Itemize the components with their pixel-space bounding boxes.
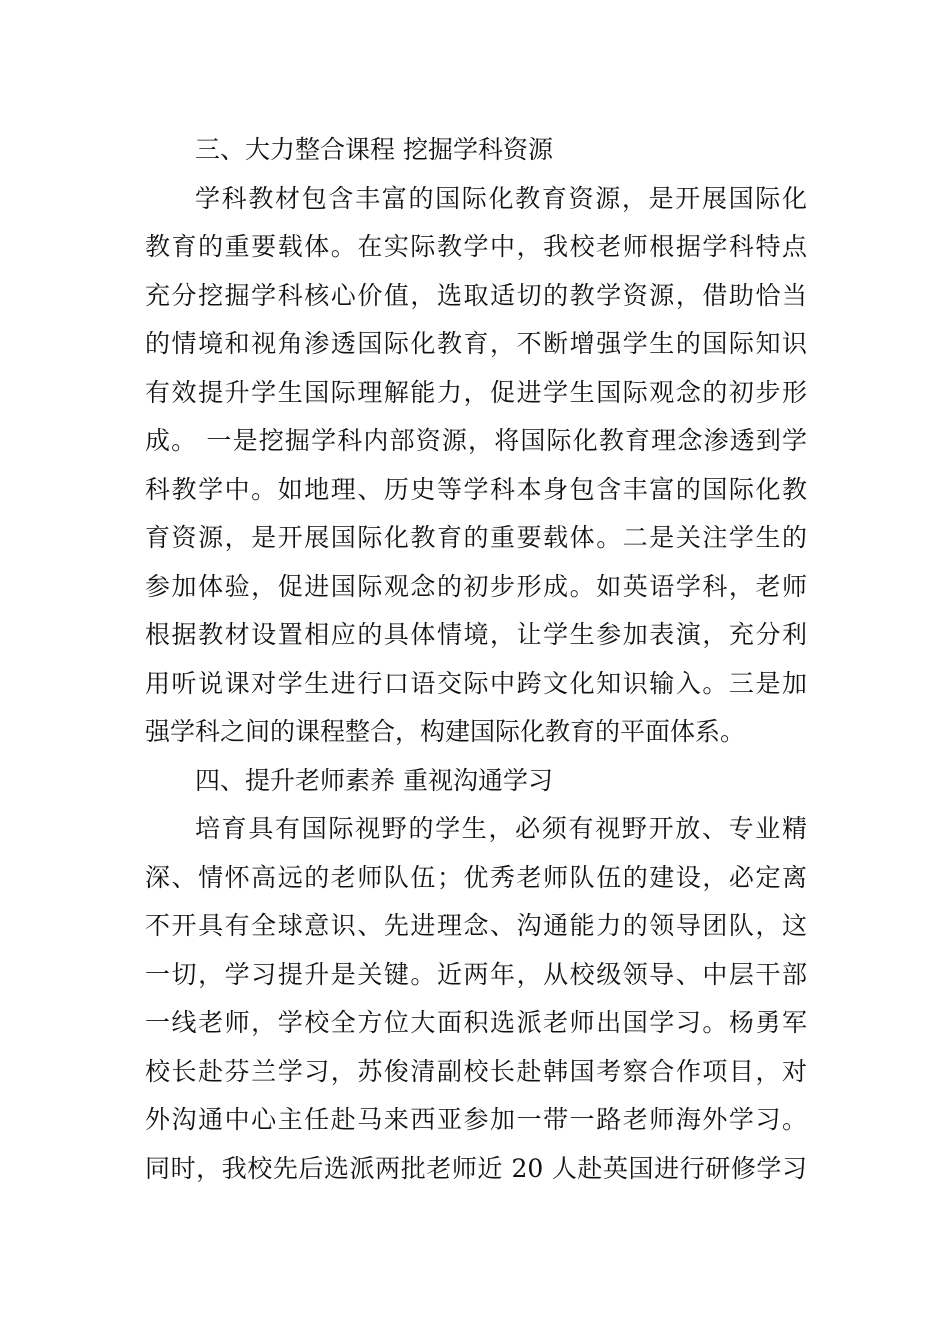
- paragraph-line: 用听说课对学生进行口语交际中跨文化知识输入。三是加: [145, 668, 807, 698]
- paragraph-line: 有效提升学生国际理解能力，促进学生国际观念的初步形: [145, 377, 807, 407]
- paragraph-line-last: 强学科之间的课程整合，构建国际化教育的平面体系。: [145, 717, 746, 746]
- paragraph-line: 参加体验，促进国际观念的初步形成。如英语学科，老师: [145, 571, 807, 601]
- paragraph-line: 成。 一是挖掘学科内部资源，将国际化教育理念渗透到学: [145, 426, 807, 455]
- section-heading-3: 三、大力整合课程 挖掘学科资源: [195, 135, 553, 164]
- paragraph-line: 同时，我校先后选派两批老师近 20 人赴英国进行研修学习: [145, 1153, 807, 1183]
- paragraph-line: 一线老师，学校全方位大面积选派老师出国学习。杨勇军: [145, 1008, 807, 1037]
- paragraph-line: 不开具有全球意识、先进理念、沟通能力的领导团队，这: [145, 911, 807, 940]
- paragraph-line: 培育具有国际视野的学生，必须有视野开放、专业精: [195, 814, 807, 843]
- paragraph-line: 教育的重要载体。在实际教学中，我校老师根据学科特点: [145, 232, 807, 261]
- paragraph-line: 学科教材包含丰富的国际化教育资源，是开展国际化: [195, 183, 807, 213]
- paragraph-line: 充分挖掘学科核心价值，选取适切的教学资源，借助恰当: [145, 280, 807, 310]
- paragraph-line: 的情境和视角渗透国际化教育，不断增强学生的国际知识: [145, 329, 807, 358]
- document-body: [145, 126, 807, 1193]
- section-heading-4: 四、提升老师素养 重视沟通学习: [195, 765, 553, 795]
- paragraph-line: 根据教材设置相应的具体情境，让学生参加表演，充分利: [145, 620, 807, 649]
- paragraph-line: 深、情怀高远的老师队伍；优秀老师队伍的建设，必定离: [145, 862, 807, 892]
- paragraph-line: 科教学中。如地理、历史等学科本身包含丰富的国际化教: [145, 474, 807, 504]
- paragraph-line: 育资源，是开展国际化教育的重要载体。二是关注学生的: [145, 523, 807, 552]
- paragraph-line: 外沟通中心主任赴马来西亚参加一带一路老师海外学习。: [145, 1105, 807, 1134]
- paragraph-line: 一切，学习提升是关键。近两年，从校级领导、中层干部: [145, 959, 807, 989]
- paragraph-line: 校长赴芬兰学习，苏俊清副校长赴韩国考察合作项目，对: [145, 1056, 807, 1086]
